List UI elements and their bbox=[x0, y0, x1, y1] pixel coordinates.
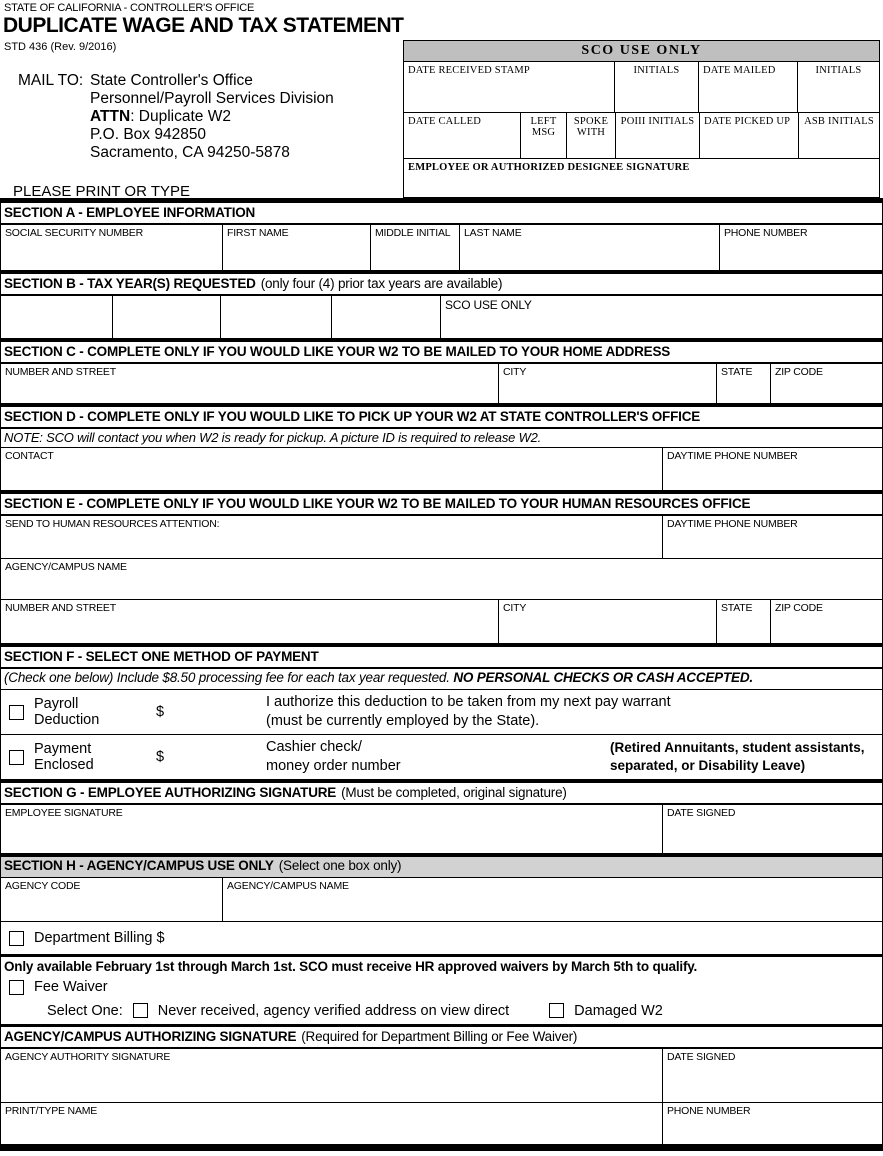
employee-signature-label: EMPLOYEE SIGNATURE bbox=[5, 807, 123, 819]
never-received-label: Never received, agency verified address on view direct bbox=[157, 1002, 510, 1019]
section-g-title: SECTION G - EMPLOYEE AUTHORIZING SIGNATURE bbox=[4, 785, 337, 800]
section-c-row bbox=[1, 364, 882, 403]
home-city-field[interactable] bbox=[499, 364, 717, 403]
print-type-name-field[interactable] bbox=[1, 1103, 663, 1144]
section-a-row bbox=[1, 225, 882, 270]
date-called-label: DATE CALLED bbox=[408, 116, 482, 127]
section-b bbox=[1, 274, 882, 342]
phone-number-field[interactable] bbox=[720, 225, 882, 270]
section-b-subtitle: (only four (4) prior tax years are available) bbox=[260, 276, 503, 291]
hr-attention-label: SEND TO HUMAN RESOURCES ATTENTION: bbox=[5, 518, 220, 530]
agency-authority-signature-label: AGENCY AUTHORITY SIGNATURE bbox=[5, 1051, 171, 1063]
mail-to-label: MAIL TO: bbox=[18, 72, 84, 89]
initials-label-2: INITIALS bbox=[815, 65, 862, 76]
agency-authorizing-header bbox=[1, 1027, 882, 1049]
agency-date-signed-label: DATE SIGNED bbox=[667, 1051, 736, 1063]
section-c-header bbox=[1, 342, 882, 364]
form-header bbox=[0, 0, 883, 203]
section-h bbox=[1, 857, 882, 957]
payroll-desc-line-1: I authorize this deduction to be taken from my next pay warrant bbox=[266, 694, 671, 710]
agency-campus-name-label: AGENCY/CAMPUS NAME bbox=[227, 880, 349, 892]
home-state-label: STATE bbox=[721, 366, 753, 378]
section-e bbox=[1, 494, 882, 647]
money-order-label: money order number bbox=[266, 758, 401, 774]
section-d bbox=[1, 407, 882, 494]
fee-waiver-checkbox[interactable] bbox=[9, 980, 24, 995]
department-billing-label: Department Billing $ bbox=[34, 930, 165, 946]
fee-waiver-label: Fee Waiver bbox=[34, 979, 108, 995]
hr-zip-field[interactable] bbox=[771, 600, 882, 643]
fee-note: (Check one below) Include $8.50 processing fee for each tax year requested. bbox=[4, 670, 450, 685]
payment-enclosed-row bbox=[1, 735, 882, 779]
left-msg-cell[interactable] bbox=[521, 113, 567, 158]
section-b-title: SECTION B - TAX YEAR(S) REQUESTED bbox=[4, 276, 256, 291]
spoke-with-cell[interactable] bbox=[567, 113, 616, 158]
tax-year-input-1[interactable] bbox=[1, 296, 113, 338]
section-g bbox=[1, 783, 882, 857]
section-e-row-2 bbox=[1, 559, 882, 600]
mail-to-address bbox=[90, 72, 334, 162]
date-mailed-cell[interactable] bbox=[699, 62, 798, 112]
mail-line-1: State Controller's Office bbox=[90, 72, 253, 89]
hr-daytime-phone-label: DAYTIME PHONE NUMBER bbox=[667, 518, 798, 530]
hr-street-field[interactable] bbox=[1, 600, 499, 643]
date-called-cell[interactable] bbox=[404, 113, 521, 158]
agency-phone-number-field[interactable] bbox=[663, 1103, 882, 1144]
date-picked-up-label: DATE PICKED UP bbox=[704, 116, 791, 127]
agency-authorizing-row-2 bbox=[1, 1103, 882, 1144]
last-name-label: LAST NAME bbox=[464, 227, 522, 239]
fee-waiver-note: Only available February 1st through March 1st. SCO must receive HR approved waivers by March 5th to qualify. bbox=[4, 959, 698, 974]
pickup-daytime-phone-field[interactable] bbox=[663, 448, 882, 490]
state-line: STATE OF CALIFORNIA - CONTROLLER'S OFFICE bbox=[4, 2, 255, 14]
middle-initial-label: MIDDLE INITIAL bbox=[375, 227, 451, 239]
section-f bbox=[1, 647, 882, 783]
agency-authorizing-subtitle: (Required for Department Billing or Fee Waiver) bbox=[301, 1029, 578, 1044]
section-a-title: SECTION A - EMPLOYEE INFORMATION bbox=[4, 205, 256, 220]
section-h-header bbox=[1, 857, 882, 878]
agency-authorizing-row-1 bbox=[1, 1049, 882, 1103]
sco-box-title: SCO USE ONLY bbox=[404, 41, 879, 62]
sco-use-only-cell[interactable] bbox=[441, 296, 882, 338]
payroll-deduction-checkbox[interactable] bbox=[9, 705, 24, 720]
section-e-row-1 bbox=[1, 516, 882, 559]
home-zip-field[interactable] bbox=[771, 364, 882, 403]
poiii-initials-label: POIII INITIALS bbox=[620, 116, 695, 127]
date-signed-label: DATE SIGNED bbox=[667, 807, 736, 819]
hr-agency-name-field[interactable] bbox=[1, 559, 882, 599]
department-billing-row bbox=[1, 922, 882, 954]
middle-initial-field[interactable] bbox=[371, 225, 460, 270]
home-zip-label: ZIP CODE bbox=[775, 366, 823, 378]
sco-use-only-label: SCO USE ONLY bbox=[445, 298, 532, 312]
section-a bbox=[1, 203, 882, 274]
agency-code-field[interactable] bbox=[1, 878, 223, 921]
payment-dollar-sign: $ bbox=[156, 749, 165, 765]
poiii-initials-cell[interactable] bbox=[616, 113, 700, 158]
mail-to-block bbox=[18, 72, 334, 162]
section-b-row bbox=[1, 296, 882, 338]
date-received-stamp-cell[interactable] bbox=[404, 62, 615, 112]
pickup-contact-label: CONTACT bbox=[5, 450, 54, 462]
mail-line-5: Sacramento, CA 94250-5878 bbox=[90, 144, 290, 161]
form-revision: STD 436 (Rev. 9/2016) bbox=[4, 41, 117, 53]
date-signed-field[interactable] bbox=[663, 805, 882, 853]
initials-label-1: INITIALS bbox=[633, 65, 680, 76]
sco-row-2 bbox=[404, 113, 879, 159]
payroll-desc-line-2: (must be currently employed by the State). bbox=[266, 713, 540, 729]
hr-street-label: NUMBER AND STREET bbox=[5, 602, 116, 614]
section-h-row bbox=[1, 878, 882, 922]
payment-enclosed-description[interactable] bbox=[266, 735, 610, 779]
hr-city-field[interactable] bbox=[499, 600, 717, 643]
section-h-subtitle: (Select one box only) bbox=[278, 858, 402, 873]
payment-enclosed-note bbox=[610, 735, 882, 779]
hr-agency-name-label: AGENCY/CAMPUS NAME bbox=[5, 561, 127, 573]
select-one-row bbox=[1, 997, 882, 1024]
section-c bbox=[1, 342, 882, 407]
agency-phone-number-label: PHONE NUMBER bbox=[667, 1105, 751, 1117]
phone-number-label: PHONE NUMBER bbox=[724, 227, 808, 239]
section-a-header bbox=[1, 203, 882, 225]
home-street-field[interactable] bbox=[1, 364, 499, 403]
pickup-contact-field[interactable] bbox=[1, 448, 663, 490]
home-state-field[interactable] bbox=[717, 364, 771, 403]
agency-authorizing-title: AGENCY/CAMPUS AUTHORIZING SIGNATURE bbox=[4, 1029, 297, 1044]
damaged-w2-checkbox[interactable] bbox=[549, 1003, 564, 1018]
payroll-deduction-row bbox=[1, 690, 882, 735]
never-received-checkbox[interactable] bbox=[133, 1003, 148, 1018]
section-f-note bbox=[1, 669, 882, 690]
form-body bbox=[0, 203, 883, 1144]
tax-year-input-4[interactable] bbox=[332, 296, 441, 338]
agency-authorizing-block bbox=[1, 1027, 882, 1144]
mail-line-4: P.O. Box 942850 bbox=[90, 126, 207, 143]
fee-waiver-block bbox=[1, 957, 882, 1027]
cashier-check-label: Cashier check/ bbox=[266, 739, 362, 755]
attn-label: ATTN bbox=[90, 108, 131, 125]
form-title: DUPLICATE WAGE AND TAX STATEMENT bbox=[3, 14, 404, 37]
hr-state-label: STATE bbox=[721, 602, 753, 614]
hr-attention-field[interactable] bbox=[1, 516, 663, 558]
section-d-header bbox=[1, 407, 882, 429]
payroll-deduction-label: Payroll Deduction bbox=[34, 696, 100, 728]
payment-note-line-2: separated, or Disability Leave) bbox=[610, 758, 806, 773]
bottom-border-bar bbox=[0, 1144, 883, 1151]
ssn-field[interactable] bbox=[1, 225, 223, 270]
sco-use-only-box bbox=[403, 40, 880, 198]
department-billing-checkbox[interactable] bbox=[9, 931, 24, 946]
mail-line-3 bbox=[90, 108, 334, 126]
date-picked-up-cell[interactable] bbox=[700, 113, 799, 158]
agency-campus-name-field[interactable] bbox=[223, 878, 882, 921]
asb-initials-cell[interactable] bbox=[799, 113, 879, 158]
asb-initials-label: ASB INITIALS bbox=[804, 116, 874, 127]
hr-city-label: CITY bbox=[503, 602, 527, 614]
initials-cell-2[interactable] bbox=[798, 62, 879, 112]
select-one-label: Select One: bbox=[47, 1002, 123, 1019]
fee-waiver-row bbox=[1, 977, 882, 997]
section-d-title: SECTION D - COMPLETE ONLY IF YOU WOULD LIKE TO PICK UP YOUR W2 AT STATE CONTROLLER'S OFFICE bbox=[4, 409, 701, 424]
first-name-field[interactable] bbox=[223, 225, 371, 270]
section-f-header bbox=[1, 647, 882, 669]
last-name-field[interactable] bbox=[460, 225, 720, 270]
payment-enclosed-option bbox=[1, 735, 266, 779]
print-type-name-label: PRINT/TYPE NAME bbox=[5, 1105, 98, 1117]
agency-date-signed-field[interactable] bbox=[663, 1049, 882, 1102]
employee-signature-field[interactable] bbox=[1, 805, 663, 853]
spoke-with-label: SPOKE WITH bbox=[573, 116, 609, 138]
section-e-header bbox=[1, 494, 882, 516]
payment-enclosed-checkbox[interactable] bbox=[9, 750, 24, 765]
sco-row-1 bbox=[404, 62, 879, 113]
section-e-title: SECTION E - COMPLETE ONLY IF YOU WOULD LIKE YOUR W2 TO BE MAILED TO YOUR HUMAN RESOURCES OFFICE bbox=[4, 496, 751, 511]
section-d-note: NOTE: SCO will contact you when W2 is ready for pickup. A picture ID is required to release W2. bbox=[1, 429, 882, 448]
section-h-title: SECTION H - AGENCY/CAMPUS USE ONLY bbox=[4, 858, 274, 873]
damaged-w2-label: Damaged W2 bbox=[574, 1002, 663, 1019]
left-msg-label: LEFT MSG bbox=[530, 116, 557, 138]
designee-signature-label: EMPLOYEE OR AUTHORIZED DESIGNEE SIGNATURE bbox=[408, 162, 690, 173]
section-b-header bbox=[1, 274, 882, 296]
first-name-label: FIRST NAME bbox=[227, 227, 289, 239]
designee-signature-cell[interactable] bbox=[404, 159, 879, 197]
attn-rest: : Duplicate W2 bbox=[130, 108, 231, 125]
tax-year-input-3[interactable] bbox=[221, 296, 332, 338]
initials-cell-1[interactable] bbox=[615, 62, 699, 112]
home-street-label: NUMBER AND STREET bbox=[5, 366, 116, 378]
tax-year-input-2[interactable] bbox=[113, 296, 221, 338]
section-d-row bbox=[1, 448, 882, 490]
no-checks-note: NO PERSONAL CHECKS OR CASH ACCEPTED. bbox=[453, 670, 753, 685]
pickup-daytime-phone-label: DAYTIME PHONE NUMBER bbox=[667, 450, 798, 462]
section-c-title: SECTION C - COMPLETE ONLY IF YOU WOULD LIKE YOUR W2 TO BE MAILED TO YOUR HOME ADDRESS bbox=[4, 344, 671, 359]
section-e-row-3 bbox=[1, 600, 882, 643]
agency-authority-signature-field[interactable] bbox=[1, 1049, 663, 1102]
ssn-label: SOCIAL SECURITY NUMBER bbox=[5, 227, 143, 239]
section-g-subtitle: (Must be completed, original signature) bbox=[341, 785, 567, 800]
sco-row-3 bbox=[404, 159, 879, 197]
hr-daytime-phone-field[interactable] bbox=[663, 516, 882, 558]
hr-zip-label: ZIP CODE bbox=[775, 602, 823, 614]
section-g-row bbox=[1, 805, 882, 853]
date-mailed-label: DATE MAILED bbox=[703, 65, 776, 76]
home-city-label: CITY bbox=[503, 366, 527, 378]
payment-note-line-1: (Retired Annuitants, student assistants, bbox=[610, 740, 865, 755]
section-g-header bbox=[1, 783, 882, 805]
please-print-note: PLEASE PRINT OR TYPE bbox=[13, 183, 191, 200]
agency-code-label: AGENCY CODE bbox=[5, 880, 81, 892]
section-f-title: SECTION F - SELECT ONE METHOD OF PAYMENT bbox=[4, 649, 319, 664]
payroll-deduction-description bbox=[266, 690, 882, 734]
payroll-deduction-option bbox=[1, 690, 266, 734]
payment-enclosed-label: Payment Enclosed bbox=[34, 741, 94, 773]
mail-line-2: Personnel/Payroll Services Division bbox=[90, 90, 334, 107]
payroll-dollar-sign: $ bbox=[156, 704, 165, 720]
date-received-stamp-label: DATE RECEIVED STAMP bbox=[408, 65, 530, 76]
hr-state-field[interactable] bbox=[717, 600, 771, 643]
